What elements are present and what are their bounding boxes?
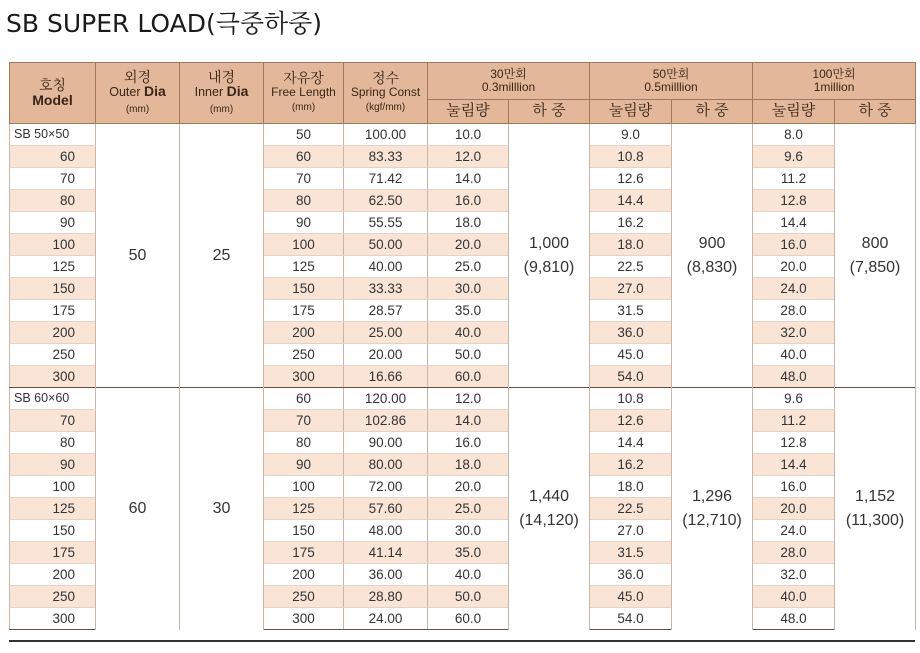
outer-dia-header: 외경 Outer Dia (mm) (96, 63, 180, 124)
model-cell: 150 (10, 520, 96, 542)
free-length-cell: 60 (264, 388, 344, 410)
model-cell: 100 (10, 476, 96, 498)
defl-50-cell: 36.0 (590, 564, 672, 586)
defl-50-cell: 22.5 (590, 498, 672, 520)
defl-30-cell: 20.0 (428, 476, 509, 498)
spring-const-cell: 72.00 (344, 476, 428, 498)
defl-30-cell: 50.0 (428, 344, 509, 366)
model-cell: 300 (10, 366, 96, 388)
defl-100-cell: 20.0 (753, 256, 835, 278)
free-length-cell: 100 (264, 234, 344, 256)
defl-50-cell: 27.0 (590, 520, 672, 542)
defl-30-cell: 60.0 (428, 608, 509, 630)
spring-const-cell: 57.60 (344, 498, 428, 520)
load-100-newton: (11,300) (845, 511, 905, 529)
free-length-cell: 200 (264, 322, 344, 344)
defl-30-cell: 16.0 (428, 190, 509, 212)
free-length-cell: 250 (264, 344, 344, 366)
defl-100-header: 눌림량 (753, 100, 835, 124)
spring-const-header: 정수 Spring Const (kgf/mm) (344, 63, 428, 124)
defl-30-header: 눌림량 (428, 100, 509, 124)
defl-50-cell: 16.2 (590, 454, 672, 476)
model-cell: 150 (10, 278, 96, 300)
spring-const-cell: 50.00 (344, 234, 428, 256)
defl-100-cell: 11.2 (753, 410, 835, 432)
load-30-newton: (9,810) (523, 258, 575, 276)
defl-100-cell: 16.0 (753, 234, 835, 256)
load-50-newton: (12,710) (682, 511, 742, 529)
inner-dia-header: 내경 Inner Dia (mm) (180, 63, 264, 124)
group-100-header: 100만회 1million (753, 63, 916, 100)
model-cell: 175 (10, 542, 96, 564)
spring-const-cell: 120.00 (344, 388, 428, 410)
model-cell: SB 60×60 (10, 388, 96, 410)
defl-30-cell: 18.0 (428, 212, 509, 234)
defl-50-cell: 18.0 (590, 234, 672, 256)
table-row (10, 124, 916, 146)
load-30-value: 1,000 (528, 234, 570, 252)
free-length-cell: 300 (264, 366, 344, 388)
model-cell: 300 (10, 608, 96, 630)
spring-const-cell: 41.14 (344, 542, 428, 564)
load-30-value: 1,440 (528, 487, 570, 505)
model-cell: 80 (10, 190, 96, 212)
model-cell: 90 (10, 212, 96, 234)
spring-const-cell: 28.57 (344, 300, 428, 322)
defl-50-cell: 16.2 (590, 212, 672, 234)
defl-30-cell: 20.0 (428, 234, 509, 256)
spring-const-cell: 33.33 (344, 278, 428, 300)
spring-const-cell: 25.00 (344, 322, 428, 344)
spring-const-cell: 62.50 (344, 190, 428, 212)
free-length-cell: 100 (264, 476, 344, 498)
free-length-cell: 60 (264, 146, 344, 168)
defl-100-cell: 24.0 (753, 278, 835, 300)
model-cell: 80 (10, 432, 96, 454)
defl-100-cell: 48.0 (753, 608, 835, 630)
free-length-cell: 70 (264, 168, 344, 190)
model-cell: 200 (10, 564, 96, 586)
defl-50-cell: 14.4 (590, 190, 672, 212)
defl-50-cell: 10.8 (590, 146, 672, 168)
model-cell: 250 (10, 586, 96, 608)
inner-dia-cell: 30 (180, 388, 264, 630)
free-length-cell: 90 (264, 454, 344, 476)
load-100-value: 800 (861, 234, 889, 252)
defl-50-cell: 12.6 (590, 168, 672, 190)
free-length-cell: 50 (264, 124, 344, 146)
free-length-cell: 150 (264, 520, 344, 542)
defl-50-cell: 31.5 (590, 542, 672, 564)
free-length-cell: 150 (264, 278, 344, 300)
load-100-newton: (7,850) (849, 258, 901, 276)
defl-30-cell: 25.0 (428, 498, 509, 520)
defl-30-cell: 12.0 (428, 388, 509, 410)
table-bottom-rule (9, 640, 915, 642)
defl-100-cell: 14.4 (753, 212, 835, 234)
defl-100-cell: 40.0 (753, 586, 835, 608)
model-cell: SB 50×50 (10, 124, 96, 146)
defl-30-cell: 50.0 (428, 586, 509, 608)
spec-table (9, 62, 916, 630)
spec-table-body (10, 124, 916, 630)
spring-const-cell: 20.00 (344, 344, 428, 366)
load-100-value: 1,152 (855, 487, 896, 505)
model-cell: 175 (10, 300, 96, 322)
model-cell: 250 (10, 344, 96, 366)
free-length-cell: 300 (264, 608, 344, 630)
defl-30-cell: 35.0 (428, 300, 509, 322)
load-30-cell (509, 124, 590, 388)
table-row (10, 388, 916, 410)
defl-50-cell: 45.0 (590, 586, 672, 608)
spring-const-cell: 71.42 (344, 168, 428, 190)
group-50-header: 50만회 0.5milllion (590, 63, 753, 100)
load-50-header: 하 중 (672, 100, 753, 124)
load-50-value: 900 (698, 234, 726, 252)
defl-100-cell: 28.0 (753, 542, 835, 564)
defl-100-cell: 28.0 (753, 300, 835, 322)
spring-const-cell: 55.55 (344, 212, 428, 234)
free-length-cell: 90 (264, 212, 344, 234)
defl-100-cell: 12.8 (753, 190, 835, 212)
defl-30-cell: 14.0 (428, 410, 509, 432)
defl-100-cell: 12.8 (753, 432, 835, 454)
outer-dia-cell: 50 (96, 124, 180, 388)
group-30-header: 30만회 0.3milllion (428, 63, 590, 100)
load-30-newton: (14,120) (519, 511, 579, 529)
defl-30-cell: 60.0 (428, 366, 509, 388)
defl-30-cell: 25.0 (428, 256, 509, 278)
defl-50-cell: 12.6 (590, 410, 672, 432)
model-cell: 125 (10, 498, 96, 520)
spring-const-cell: 90.00 (344, 432, 428, 454)
model-cell: 70 (10, 168, 96, 190)
spring-const-cell: 100.00 (344, 124, 428, 146)
defl-50-cell: 54.0 (590, 608, 672, 630)
defl-50-cell: 14.4 (590, 432, 672, 454)
load-100-cell (835, 124, 916, 388)
defl-50-cell: 45.0 (590, 344, 672, 366)
defl-30-cell: 30.0 (428, 278, 509, 300)
spring-const-cell: 83.33 (344, 146, 428, 168)
outer-dia-cell: 60 (96, 388, 180, 630)
defl-100-cell: 24.0 (753, 520, 835, 542)
model-cell: 200 (10, 322, 96, 344)
free-length-cell: 175 (264, 300, 344, 322)
defl-100-cell: 20.0 (753, 498, 835, 520)
defl-50-cell: 54.0 (590, 366, 672, 388)
defl-30-cell: 40.0 (428, 322, 509, 344)
defl-100-cell: 32.0 (753, 322, 835, 344)
free-length-cell: 125 (264, 498, 344, 520)
model-cell: 100 (10, 234, 96, 256)
model-cell: 125 (10, 256, 96, 278)
defl-100-cell: 9.6 (753, 388, 835, 410)
load-50-cell (672, 388, 753, 630)
free-length-cell: 200 (264, 564, 344, 586)
load-50-value: 1,296 (692, 487, 733, 505)
spring-const-cell: 102.86 (344, 410, 428, 432)
defl-30-cell: 16.0 (428, 432, 509, 454)
load-100-cell (835, 388, 916, 630)
free-length-cell: 125 (264, 256, 344, 278)
free-length-header: 자유장 Free Length (mm) (264, 63, 344, 124)
load-30-cell (509, 388, 590, 630)
defl-30-cell: 12.0 (428, 146, 509, 168)
defl-100-cell: 32.0 (753, 564, 835, 586)
defl-30-cell: 10.0 (428, 124, 509, 146)
model-cell: 90 (10, 454, 96, 476)
spring-const-cell: 40.00 (344, 256, 428, 278)
free-length-cell: 70 (264, 410, 344, 432)
defl-50-cell: 27.0 (590, 278, 672, 300)
defl-100-cell: 16.0 (753, 476, 835, 498)
load-50-newton: (8,830) (686, 258, 738, 276)
spring-const-cell: 24.00 (344, 608, 428, 630)
model-cell: 60 (10, 146, 96, 168)
model-cell: 70 (10, 410, 96, 432)
defl-30-cell: 40.0 (428, 564, 509, 586)
model-header: 호칭 Model (10, 63, 96, 124)
load-100-header: 하 중 (835, 100, 916, 124)
defl-50-cell: 36.0 (590, 322, 672, 344)
defl-100-cell: 9.6 (753, 146, 835, 168)
defl-50-cell: 18.0 (590, 476, 672, 498)
inner-dia-cell: 25 (180, 124, 264, 388)
defl-50-cell: 9.0 (590, 124, 672, 146)
defl-50-cell: 31.5 (590, 300, 672, 322)
defl-30-cell: 35.0 (428, 542, 509, 564)
defl-30-cell: 30.0 (428, 520, 509, 542)
defl-100-cell: 40.0 (753, 344, 835, 366)
free-length-cell: 80 (264, 432, 344, 454)
spring-const-cell: 28.80 (344, 586, 428, 608)
defl-100-cell: 8.0 (753, 124, 835, 146)
free-length-cell: 175 (264, 542, 344, 564)
defl-30-cell: 18.0 (428, 454, 509, 476)
load-30-header: 하 중 (509, 100, 590, 124)
spring-const-cell: 16.66 (344, 366, 428, 388)
defl-100-cell: 48.0 (753, 366, 835, 388)
free-length-cell: 80 (264, 190, 344, 212)
spring-const-cell: 36.00 (344, 564, 428, 586)
defl-100-cell: 11.2 (753, 168, 835, 190)
spring-const-cell: 80.00 (344, 454, 428, 476)
defl-100-cell: 14.4 (753, 454, 835, 476)
defl-50-header: 눌림량 (590, 100, 672, 124)
load-50-cell (672, 124, 753, 388)
page-title: SB SUPER LOAD(극중하중) (6, 9, 323, 38)
spring-const-cell: 48.00 (344, 520, 428, 542)
defl-50-cell: 22.5 (590, 256, 672, 278)
free-length-cell: 250 (264, 586, 344, 608)
defl-50-cell: 10.8 (590, 388, 672, 410)
defl-30-cell: 14.0 (428, 168, 509, 190)
